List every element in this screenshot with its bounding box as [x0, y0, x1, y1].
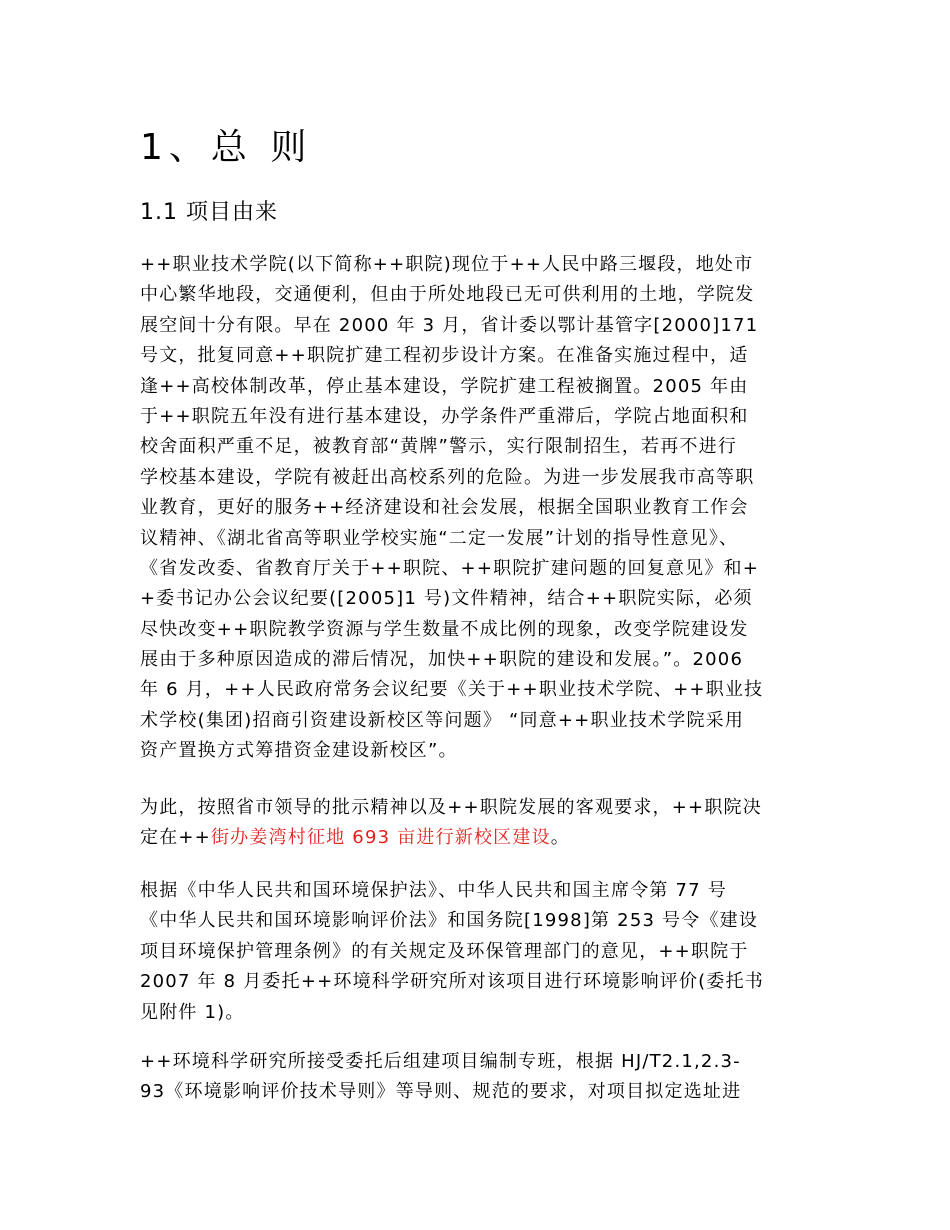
paragraph-new-campus-decision: [140, 793, 812, 854]
paragraph-line: 为此，按照省市领导的批示精神以及++职院发展的客观要求，++职院决: [140, 797, 762, 818]
paragraph-line: ++环境科学研究所接受委托后组建项目编制专班，根据 HJ/T2.1,2.3-: [140, 1051, 741, 1072]
paragraph-line: 展由于多种原因造成的滞后情况，加快++职院的建设和发展。”。2006: [140, 649, 744, 671]
paragraph-line: 年 6 月，++人民政府常务会议纪要《关于++职业技术学院、++职业技: [140, 679, 764, 701]
paragraph-line: 逢++高校体制改革，停止基本建设，学院扩建工程被搁置。2005 年由: [140, 375, 749, 397]
paragraph-line: 资产置换方式筹措资金建设新校区”。: [140, 740, 458, 762]
paragraph-line: ++职业技术学院(以下简称++职院)现位于++人民中路三堰段，地处市: [140, 254, 754, 275]
paragraph-line: 校舍面积严重不足，被教育部“黄牌”警示，实行限制招生，若再不进行: [140, 436, 738, 458]
paragraph-assessment-work: [140, 1047, 812, 1108]
line-suffix: 。: [550, 827, 570, 849]
heading-section: 1.1 项目由来: [140, 200, 278, 225]
paragraph-line: 根据《中华人民共和国环境保护法》、中华人民共和国主席令第 77 号: [140, 880, 727, 901]
line-prefix: 定在++: [140, 827, 211, 849]
paragraph-line: 2007 年 8 月委托++环境科学研究所对该项目进行环境影响评价(委托书: [140, 971, 765, 993]
paragraph-line: 议精神、《湖北省高等职业学校实施“二定一发展”计划的指导性意见》、: [140, 527, 739, 549]
paragraph-line: +委书记办公会议纪要([2005]1 号)文件精神，结合++职院实际，必须: [140, 588, 753, 610]
paragraph-line: 尽快改变++职院教学资源与学生数量不成比例的现象，改变学院建设发: [140, 618, 749, 640]
paragraph-line: 术学校(集团)招商引资建设新校区等问题》 “同意++职业技术学院采用: [140, 709, 745, 731]
paragraph-line: 号文，批复同意++职院扩建工程初步设计方案。在准备实施过程中，适: [140, 345, 749, 367]
paragraph-line: 中心繁华地段，交通便利，但由于所处地段已无可供利用的土地，学院发: [140, 284, 755, 306]
paragraph-line: 见附件 1)。: [140, 1001, 245, 1023]
paragraph-line: 展空间十分有限。早在 2000 年 3 月，省计委以鄂计基管字[2000]171: [140, 314, 759, 336]
paragraph-line: [140, 823, 812, 853]
paragraph-project-origin: [140, 250, 812, 767]
paragraph-line: 项目环境保护管理条例》的有关规定及环保管理部门的意见，++职院于: [140, 940, 749, 962]
paragraph-legal-basis: [140, 876, 812, 1028]
paragraph-line: 93《环境影响评价技术导则》等导则、规范的要求，对项目拟定选址进: [140, 1081, 742, 1103]
highlighted-text: 街办姜湾村征地 693 亩进行新校区建设: [210, 827, 551, 849]
heading-chapter: 1、总 则: [140, 127, 313, 168]
paragraph-line: 《中华人民共和国环境影响评价法》和国务院[1998]第 253 号令《建设: [140, 910, 759, 932]
paragraph-line: 业教育，更好的服务++经济建设和社会发展，根据全国职业教育工作会: [140, 497, 749, 519]
paragraph-line: 学校基本建设，学院有被赶出高校系列的危险。为进一步发展我市高等职: [140, 466, 755, 488]
paragraph-line: 于++职院五年没有进行基本建设，办学条件严重滞后，学院占地面积和: [140, 405, 749, 427]
paragraph-line: 《省发改委、省教育厅关于++职院、++职院扩建问题的回复意见》和+: [140, 557, 760, 579]
